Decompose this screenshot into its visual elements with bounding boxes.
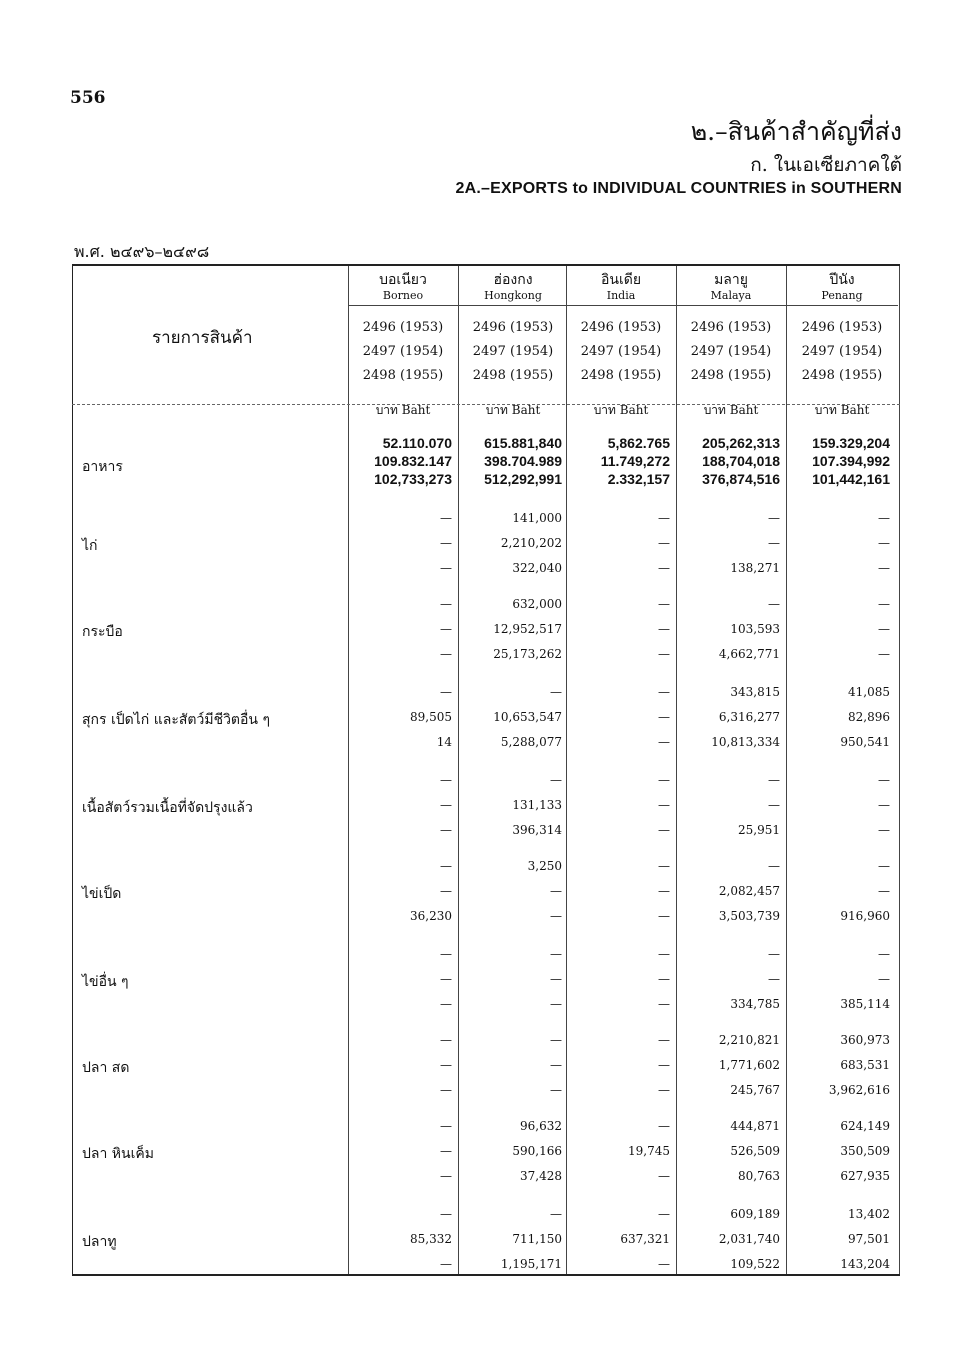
table-cell: [680, 1114, 780, 1189]
cell-value: —: [440, 511, 452, 525]
table-right-border: [899, 266, 900, 1274]
cell-value: 1,771,602: [718, 1058, 780, 1072]
table-cell: [680, 942, 780, 1017]
cell-value: 2,031,740: [718, 1232, 780, 1246]
column-years: [786, 316, 898, 388]
column-name-english: Penang: [786, 288, 898, 306]
cell-value: —: [550, 1207, 562, 1221]
row-label: ไก่: [82, 538, 98, 554]
cell-value: —: [878, 597, 890, 611]
cell-value: 245,767: [730, 1083, 780, 1097]
year-label: 2498 (1955): [472, 368, 554, 383]
cell-value: —: [658, 947, 670, 961]
cell-value: —: [550, 1058, 562, 1072]
column-name-thai: มลายู: [714, 272, 748, 288]
table-cell: [790, 434, 890, 488]
cell-value: —: [658, 972, 670, 986]
unit-label: บาท Baht: [814, 403, 870, 417]
cell-value: 5,862.765: [607, 435, 670, 451]
table-cell: [680, 506, 780, 581]
table-cell: [352, 854, 452, 929]
year-label: 2496 (1953): [472, 320, 554, 335]
table-cell: [570, 768, 670, 843]
row-label: ปลาทู: [82, 1234, 117, 1250]
cell-value: 109.832.147: [374, 453, 452, 469]
cell-value: 141,000: [512, 511, 562, 525]
cell-value: 6,316,277: [718, 710, 780, 724]
cell-value: 615.881,840: [484, 435, 562, 451]
cell-value: 916,960: [840, 909, 890, 923]
table-cell: [352, 592, 452, 667]
cell-value: —: [440, 597, 452, 611]
cell-value: 37,428: [520, 1169, 562, 1183]
cell-value: 131,133: [512, 798, 562, 812]
cell-value: —: [550, 685, 562, 699]
cell-value: 19,745: [628, 1144, 670, 1158]
column-header-malaya: [676, 272, 786, 418]
cell-value: 350,509: [840, 1144, 890, 1158]
column-years: [676, 316, 786, 388]
cell-value: —: [550, 773, 562, 787]
cell-value: —: [550, 1033, 562, 1047]
cell-value: —: [440, 773, 452, 787]
table-cell: [352, 506, 452, 581]
cell-value: —: [440, 622, 452, 636]
table-cell: [462, 680, 562, 755]
cell-value: —: [878, 622, 890, 636]
cell-value: —: [440, 685, 452, 699]
cell-value: 385,114: [840, 997, 890, 1011]
page-number: 556: [70, 88, 106, 108]
table-cell: [790, 1202, 890, 1277]
cell-value: —: [768, 798, 780, 812]
year-label: 2497 (1954): [690, 344, 772, 359]
subtitle-thai: ก. ในเอเซียภาคใต้: [750, 154, 902, 176]
cell-value: 11.749,272: [600, 453, 670, 469]
cell-value: 25,951: [738, 823, 780, 837]
cell-value: 343,815: [730, 685, 780, 699]
cell-value: —: [658, 859, 670, 873]
table-cell: [352, 434, 452, 488]
cell-value: —: [878, 647, 890, 661]
cell-value: 25,173,262: [493, 647, 562, 661]
cell-value: —: [658, 1169, 670, 1183]
unit-label: บาท Baht: [485, 403, 541, 417]
year-label: 2496 (1953): [580, 320, 662, 335]
table-cell: [352, 942, 452, 1017]
column-years: [348, 316, 458, 388]
year-label: 2498 (1955): [801, 368, 883, 383]
cell-value: 10,653,547: [493, 710, 562, 724]
year-label: 2496 (1953): [801, 320, 883, 335]
cell-value: 683,531: [840, 1058, 890, 1072]
table-cell: [570, 1114, 670, 1189]
table-cell: [352, 680, 452, 755]
table-left-border: [72, 266, 73, 1274]
cell-value: —: [440, 947, 452, 961]
column-name-thai: อินเดีย: [600, 272, 642, 288]
cell-value: —: [768, 972, 780, 986]
cell-value: —: [878, 859, 890, 873]
row-label: อาหาร: [82, 459, 123, 475]
year-label: 2496 (1953): [690, 320, 772, 335]
cell-value: —: [440, 536, 452, 550]
cell-value: 3,503,739: [718, 909, 780, 923]
row-label: กระบือ: [82, 624, 123, 640]
cell-value: —: [768, 511, 780, 525]
cell-value: —: [878, 536, 890, 550]
cell-value: 637,321: [620, 1232, 670, 1246]
column-name-english: Hongkong: [458, 288, 568, 306]
table-cell: [790, 1114, 890, 1189]
cell-value: 14: [436, 735, 452, 749]
cell-value: —: [658, 561, 670, 575]
cell-value: —: [440, 1144, 452, 1158]
column-header-penang: [786, 272, 898, 418]
table-cell: [570, 854, 670, 929]
cell-value: 96,632: [520, 1119, 562, 1133]
table-cell: [462, 942, 562, 1017]
cell-value: —: [658, 823, 670, 837]
cell-value: —: [658, 1207, 670, 1221]
column-name-english: Borneo: [348, 288, 458, 306]
cell-value: —: [878, 798, 890, 812]
cell-value: —: [658, 735, 670, 749]
cell-value: 102,733,273: [374, 471, 452, 487]
cell-value: 138,271: [730, 561, 780, 575]
year-label: 2498 (1955): [690, 368, 772, 383]
cell-value: —: [658, 1033, 670, 1047]
cell-value: —: [440, 997, 452, 1011]
cell-value: 3,962,616: [828, 1083, 890, 1097]
cell-value: 89,505: [410, 710, 452, 724]
cell-value: —: [658, 798, 670, 812]
cell-value: —: [440, 884, 452, 898]
cell-value: —: [658, 647, 670, 661]
table-cell: [462, 1114, 562, 1189]
unit-label: บาท Baht: [375, 403, 431, 417]
cell-value: 2.332,157: [607, 471, 670, 487]
cell-value: —: [878, 511, 890, 525]
table-cell: [462, 434, 562, 488]
year-label: 2497 (1954): [801, 344, 883, 359]
table-cell: [462, 854, 562, 929]
cell-value: 2,082,457: [718, 884, 780, 898]
row-label: สุกร เป็ดไก่ และสัตว์มีชีวิตอื่น ๆ: [82, 712, 270, 728]
table-cell: [680, 434, 780, 488]
cell-value: —: [658, 884, 670, 898]
cell-value: 41,085: [848, 685, 890, 699]
cell-value: —: [768, 859, 780, 873]
cell-value: 360,973: [840, 1033, 890, 1047]
cell-value: 103,593: [730, 622, 780, 636]
cell-value: 3,250: [527, 859, 562, 873]
table-cell: [352, 768, 452, 843]
cell-value: —: [658, 685, 670, 699]
cell-value: —: [440, 561, 452, 575]
cell-value: —: [768, 773, 780, 787]
cell-value: —: [658, 909, 670, 923]
cell-value: 624,149: [840, 1119, 890, 1133]
cell-value: 10,813,334: [711, 735, 780, 749]
cell-value: —: [878, 947, 890, 961]
table-cell: [570, 1202, 670, 1277]
cell-value: —: [878, 823, 890, 837]
year-label: 2498 (1955): [580, 368, 662, 383]
table-cell: [680, 680, 780, 755]
year-label: 2496 (1953): [362, 320, 444, 335]
cell-value: 2,210,821: [718, 1033, 780, 1047]
unit-label: บาท Baht: [703, 403, 759, 417]
cell-value: —: [440, 823, 452, 837]
cell-value: —: [658, 1119, 670, 1133]
cell-value: 4,662,771: [718, 647, 780, 661]
cell-value: 512,292,991: [484, 471, 562, 487]
column-header-india: [566, 272, 676, 418]
table-cell: [570, 592, 670, 667]
item-column-header: รายการสินค้า: [152, 328, 253, 348]
cell-value: —: [440, 1207, 452, 1221]
cell-value: —: [440, 972, 452, 986]
cell-value: —: [440, 647, 452, 661]
table-cell: [790, 592, 890, 667]
cell-value: —: [440, 859, 452, 873]
cell-value: 526,509: [730, 1144, 780, 1158]
table-cell: [570, 1028, 670, 1103]
column-years: [566, 316, 676, 388]
table-cell: [790, 506, 890, 581]
cell-value: —: [658, 773, 670, 787]
cell-value: 159.329,204: [812, 435, 890, 451]
row-label: ไข่เป็ด: [82, 886, 122, 902]
column-name-english: Malaya: [676, 288, 786, 306]
cell-value: 590,166: [512, 1144, 562, 1158]
year-label: 2497 (1954): [580, 344, 662, 359]
cell-value: 376,874,516: [702, 471, 780, 487]
table-cell: [680, 854, 780, 929]
column-header-hongkong: [458, 272, 568, 418]
cell-value: 444,871: [730, 1119, 780, 1133]
cell-value: 52.110.070: [382, 435, 452, 451]
table-cell: [570, 506, 670, 581]
column-name-english: India: [566, 288, 676, 306]
cell-value: —: [550, 972, 562, 986]
table-cell: [680, 592, 780, 667]
year-label: 2497 (1954): [362, 344, 444, 359]
row-label: เนื้อสัตว์รวมเนื้อที่จัดปรุงแล้ว: [82, 800, 253, 816]
cell-value: —: [440, 1058, 452, 1072]
cell-value: 396,314: [512, 823, 562, 837]
cell-value: 1,195,171: [500, 1257, 562, 1271]
cell-value: 12,952,517: [493, 622, 562, 636]
table-cell: [352, 1028, 452, 1103]
cell-value: —: [440, 1033, 452, 1047]
cell-value: —: [658, 710, 670, 724]
cell-value: 36,230: [410, 909, 452, 923]
table-cell: [570, 680, 670, 755]
cell-value: —: [768, 597, 780, 611]
table-cell: [352, 1202, 452, 1277]
column-name-thai: ฮ่องกง: [493, 272, 533, 288]
cell-value: —: [550, 997, 562, 1011]
column-years: [458, 316, 568, 388]
title-thai: ๒.–สินค้าสำคัญที่ส่ง: [690, 117, 902, 146]
cell-value: —: [440, 1169, 452, 1183]
column-name-thai: บอเนียว: [379, 272, 427, 288]
table-cell: [462, 768, 562, 843]
unit-label: บาท Baht: [593, 403, 649, 417]
cell-value: —: [440, 1083, 452, 1097]
table-cell: [570, 942, 670, 1017]
table-cell: [680, 1202, 780, 1277]
table-cell: [790, 942, 890, 1017]
cell-value: —: [878, 972, 890, 986]
cell-value: —: [658, 511, 670, 525]
cell-value: —: [550, 884, 562, 898]
year-label: 2498 (1955): [362, 368, 444, 383]
cell-value: 5,288,077: [500, 735, 562, 749]
cell-value: —: [878, 561, 890, 575]
table-cell: [790, 680, 890, 755]
cell-value: 950,541: [840, 735, 890, 749]
cell-value: —: [768, 947, 780, 961]
cell-value: 2,210,202: [500, 536, 562, 550]
column-name-thai: ปีนัง: [829, 272, 855, 288]
year-range: พ.ศ. ๒๔๙๖–๒๔๙๘: [74, 242, 210, 261]
row-label: ปลา หินเค็ม: [82, 1146, 154, 1162]
year-label: 2497 (1954): [472, 344, 554, 359]
table-cell: [570, 434, 670, 488]
cell-value: 107.394,992: [812, 453, 890, 469]
cell-value: 334,785: [730, 997, 780, 1011]
cell-value: —: [440, 1257, 452, 1271]
cell-value: —: [440, 798, 452, 812]
cell-value: —: [768, 536, 780, 550]
cell-value: 188,704,018: [702, 453, 780, 469]
cell-value: 711,150: [512, 1232, 562, 1246]
cell-value: 205,262,313: [702, 435, 780, 451]
cell-value: 143,204: [840, 1257, 890, 1271]
title-english: 2A.–EXPORTS to INDIVIDUAL COUNTRIES in SOUTHERN: [455, 180, 902, 197]
table-cell: [462, 1028, 562, 1103]
cell-value: —: [658, 1058, 670, 1072]
row-label: ไข่อื่น ๆ: [82, 974, 129, 990]
table-cell: [352, 1114, 452, 1189]
cell-value: —: [440, 1119, 452, 1133]
table-cell: [790, 854, 890, 929]
table-cell: [790, 1028, 890, 1103]
cell-value: 398.704.989: [484, 453, 562, 469]
cell-value: —: [658, 1083, 670, 1097]
cell-value: 85,332: [410, 1232, 452, 1246]
cell-value: 632,000: [512, 597, 562, 611]
table-cell: [680, 1028, 780, 1103]
row-label: ปลา สด: [82, 1060, 130, 1076]
cell-value: —: [658, 997, 670, 1011]
cell-value: 109,522: [730, 1257, 780, 1271]
cell-value: 97,501: [848, 1232, 890, 1246]
table-cell: [462, 1202, 562, 1277]
cell-value: —: [550, 947, 562, 961]
cell-value: 82,896: [848, 710, 890, 724]
cell-value: 627,935: [840, 1169, 890, 1183]
cell-value: 101,442,161: [812, 471, 890, 487]
table-cell: [462, 506, 562, 581]
cell-value: —: [658, 622, 670, 636]
table-cell: [680, 768, 780, 843]
column-header-borneo: [348, 272, 458, 418]
cell-value: 13,402: [848, 1207, 890, 1221]
table-cell: [790, 768, 890, 843]
cell-value: —: [658, 597, 670, 611]
cell-value: 609,189: [730, 1207, 780, 1221]
table-cell: [462, 592, 562, 667]
cell-value: —: [658, 1257, 670, 1271]
cell-value: —: [550, 909, 562, 923]
cell-value: —: [550, 1083, 562, 1097]
cell-value: —: [878, 884, 890, 898]
exports-table: [72, 264, 900, 1276]
cell-value: 322,040: [512, 561, 562, 575]
cell-value: —: [878, 773, 890, 787]
cell-value: 80,763: [738, 1169, 780, 1183]
cell-value: —: [658, 536, 670, 550]
